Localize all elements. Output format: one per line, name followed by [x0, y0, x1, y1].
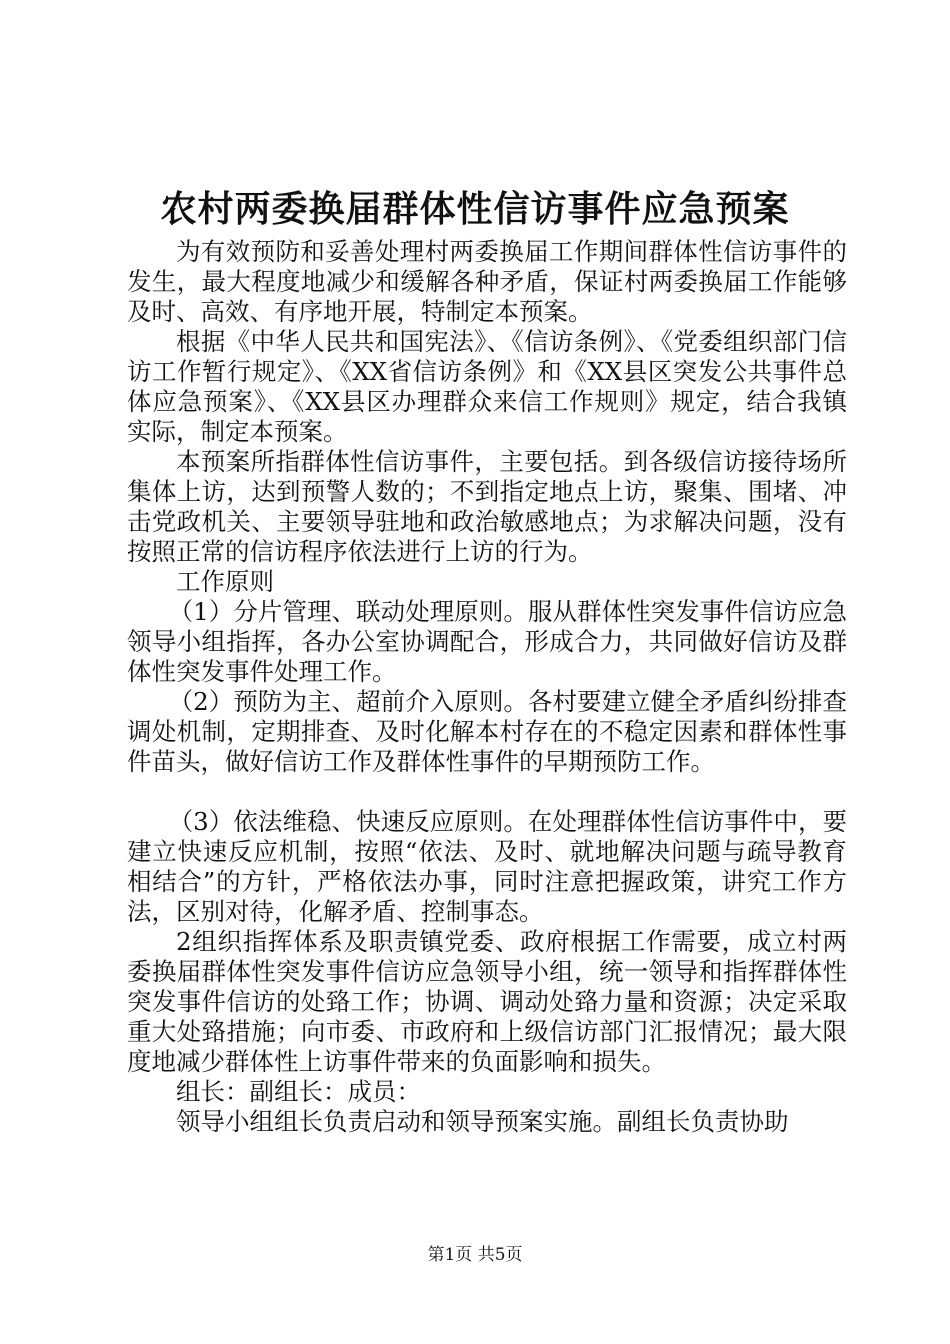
- page-footer: 第1页 共5页: [427, 1245, 523, 1265]
- paragraph-members: 组长：副组长：成员：: [176, 1077, 421, 1106]
- principle-3: （3）依法维稳、快速反应原则。在处理群体性信访事件中，要建立快速反应机制，按照“依法、及时、就地解决问题与疏导教育相结合”的方针，严格依法办事，同时注意把握政策，讲究工作方法，区别对待，化解矛盾、控制事态。: [127, 807, 847, 926]
- paragraph-scope: 本预案所指群体性信访事件，主要包括。到各级信访接待场所集体上访，达到预警人数的；不到指定地点上访，聚集、围堵、冲击党政机关、主要领导驻地和政治敏感地点；为求解决问题，没有按照正常的信访程序依法进行上访的行为。: [127, 447, 847, 566]
- document-body: [127, 237, 847, 1137]
- principle-1: （1）分片管理、联动处理原则。服从群体性突发事件信访应急领导小组指挥，各办公室协调配合，形成合力，共同做好信访及群体性突发事件处理工作。: [127, 597, 847, 686]
- document-title: 农村两委换届群体性信访事件应急预案: [160, 188, 790, 230]
- paragraph-basis: 根据《中华人民共和国宪法》、《信访条例》、《党委组织部门信访工作暂行规定》、《XX省信访条例》和《XX县区突发公共事件总体应急预案》、《XX县区办理群众来信工作规则》规定，结合我镇实际，制定本预案。: [127, 327, 847, 446]
- paragraph-organization: 2组织指挥体系及职责镇党委、政府根据工作需要，成立村两委换届群体性突发事件信访应急领导小组，统一领导和指挥群体性突发事件信访的处臵工作；协调、调动处臵力量和资源；决定采取重大处臵措施；向市委、市政府和上级信访部门汇报情况；最大限度地减少群体性上访事件带来的负面影响和损失。: [127, 927, 847, 1076]
- principle-2: （2）预防为主、超前介入原则。各村要建立健全矛盾纠纷排查调处机制，定期排查、及时化解本村存在的不稳定因素和群体性事件苗头，做好信访工作及群体性事件的早期预防工作。: [127, 687, 847, 776]
- heading-work-principles: 工作原则: [176, 567, 274, 596]
- paragraph-leader-duties: 领导小组组长负责启动和领导预案实施。副组长负责协助: [176, 1107, 789, 1136]
- paragraph-purpose: 为有效预防和妥善处理村两委换届工作期间群体性信访事件的发生，最大程度地减少和缓解各种矛盾，保证村两委换届工作能够及时、高效、有序地开展，特制定本预案。: [127, 237, 847, 326]
